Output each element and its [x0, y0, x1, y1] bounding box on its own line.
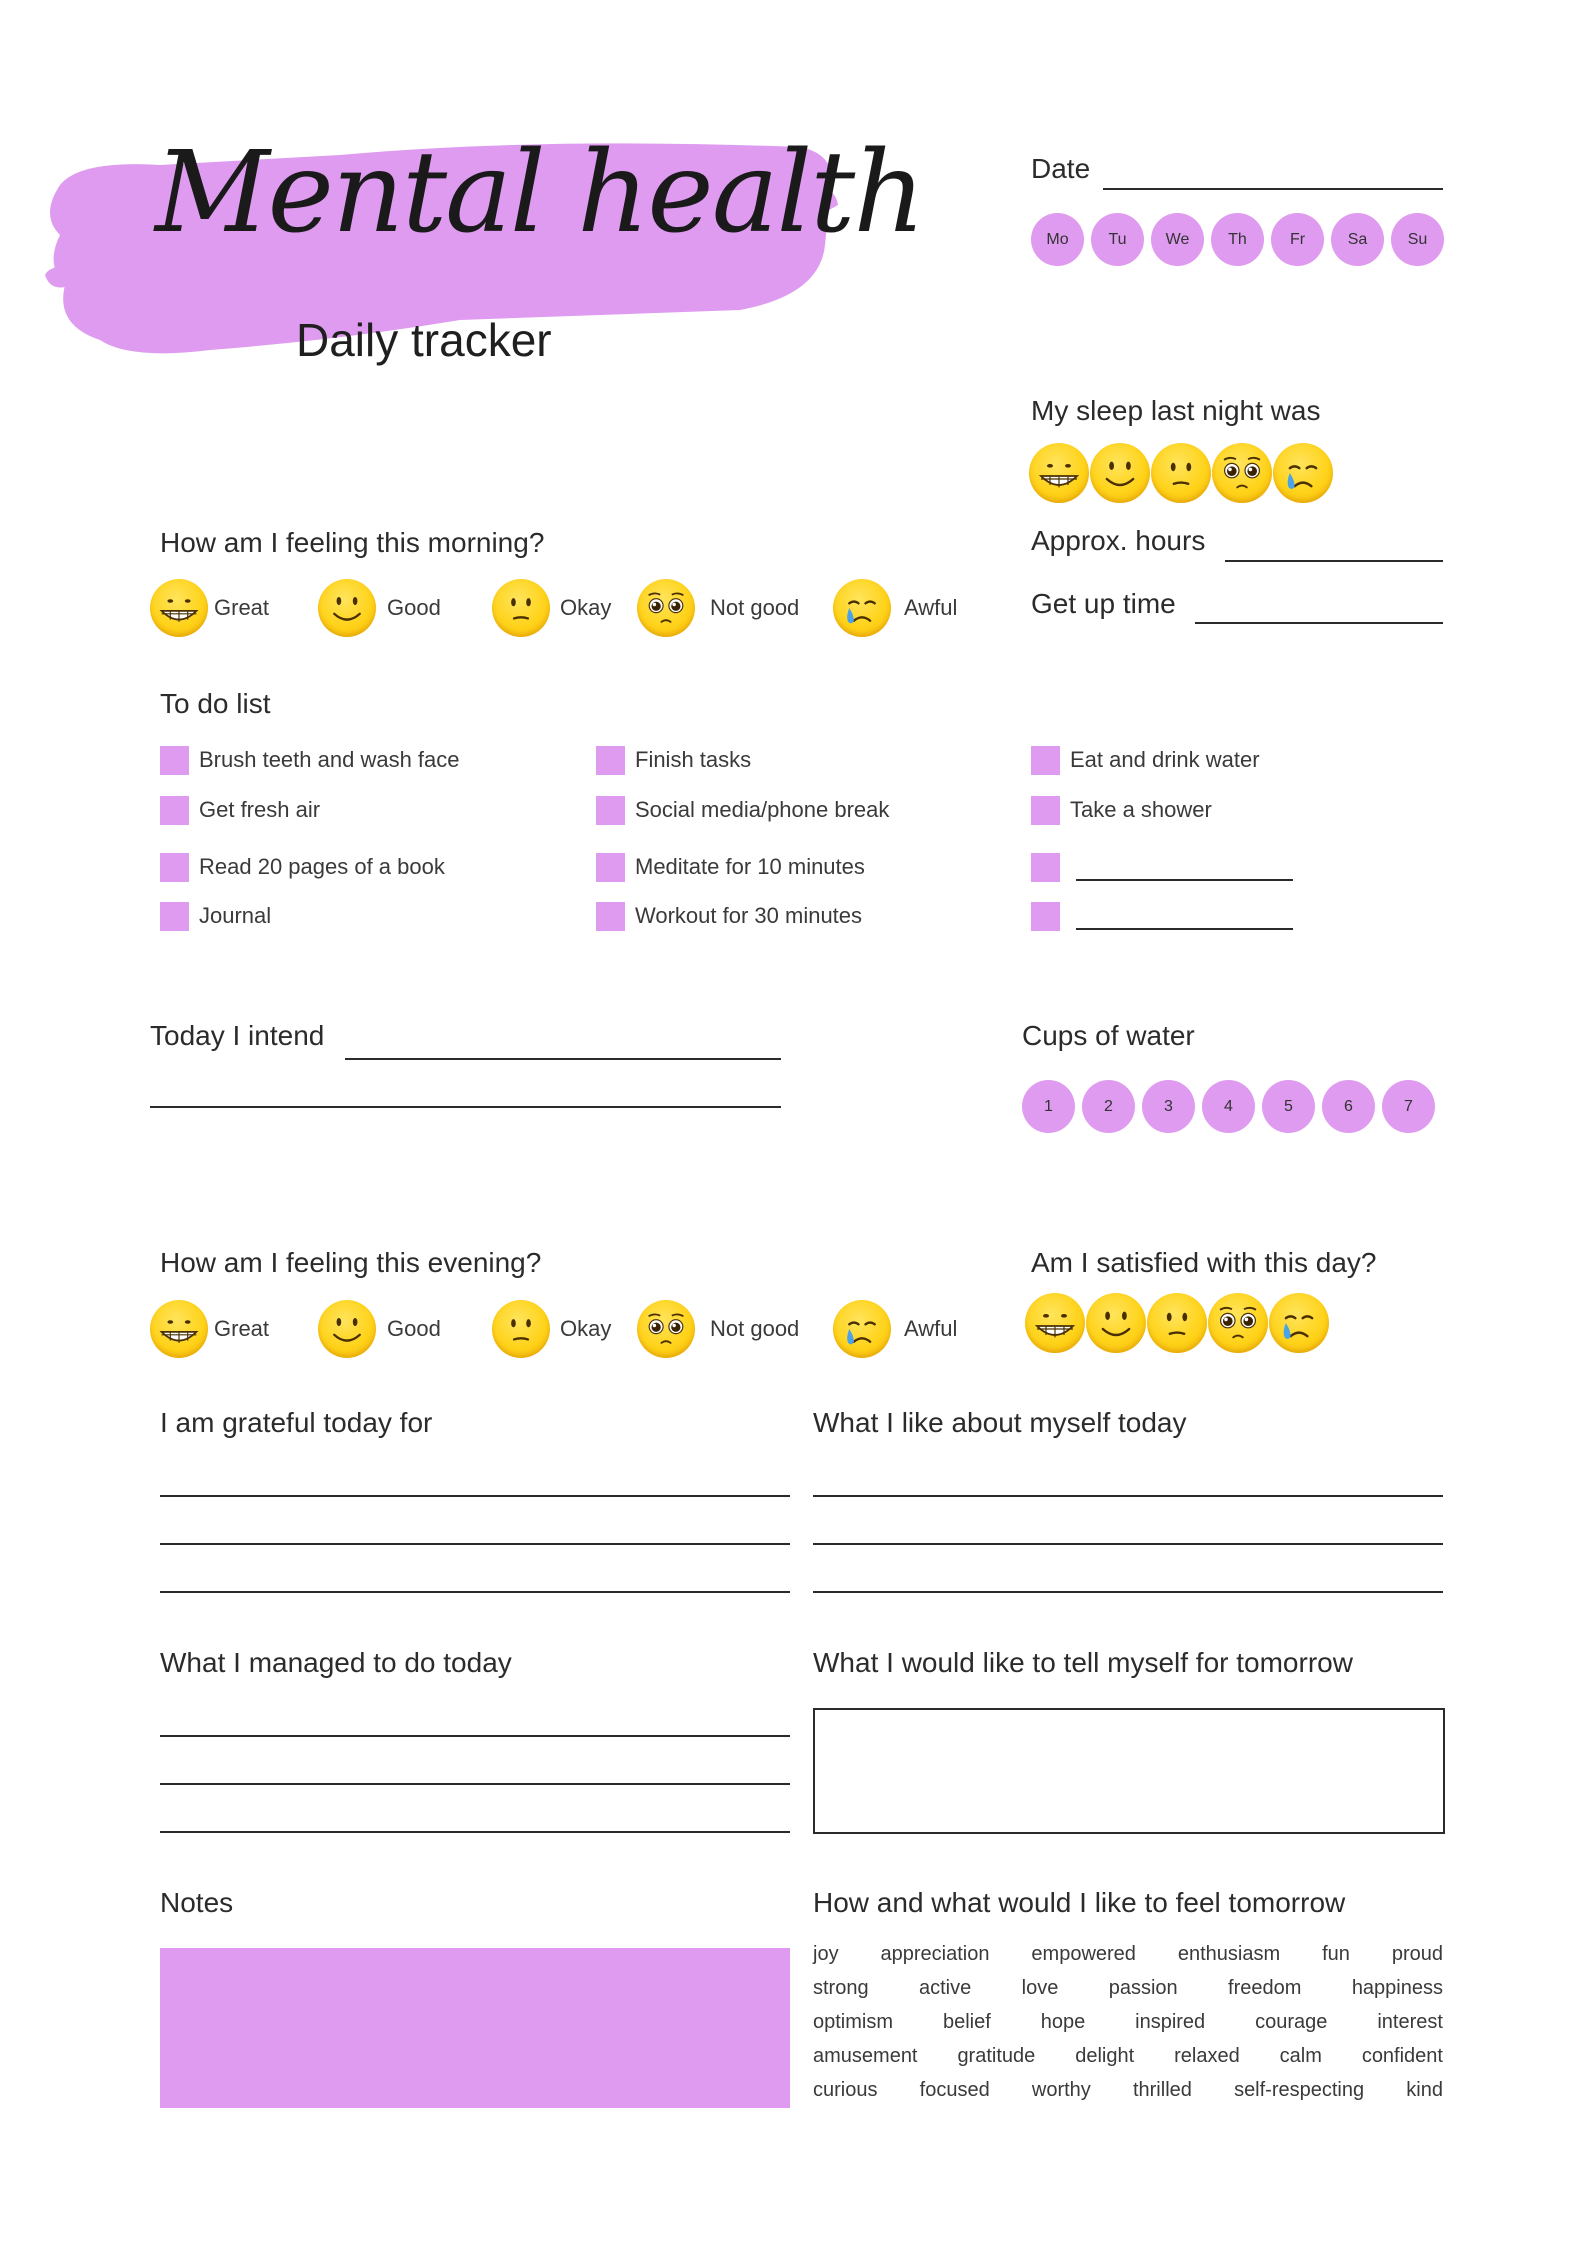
todo-checkbox[interactable] — [596, 746, 625, 775]
mood-label: Great — [214, 1316, 270, 1341]
water-cup-2[interactable]: 2 — [1082, 1080, 1135, 1133]
grinning-face-icon[interactable] — [1025, 1293, 1085, 1353]
water-cup-4[interactable]: 4 — [1202, 1080, 1255, 1133]
feeling-word[interactable]: hope — [1040, 2011, 1086, 2033]
mood-crying-face-icon[interactable] — [833, 1300, 891, 1358]
feeling-word-row — [813, 2045, 1443, 2068]
mood-smiling-face-icon[interactable] — [318, 579, 376, 637]
pleading-face-icon[interactable] — [1212, 443, 1272, 503]
todo-checkbox[interactable] — [1031, 796, 1060, 825]
mood-neutral-face-icon[interactable] — [492, 1300, 550, 1358]
morning-question: How am I feeling this morning? — [160, 527, 545, 558]
feeling-word[interactable]: thrilled — [1132, 2079, 1192, 2101]
todo-checkbox[interactable] — [160, 746, 189, 775]
mood-neutral-face-icon[interactable] — [492, 579, 550, 637]
like-myself-line-1[interactable] — [813, 1495, 1443, 1497]
mood-label: Awful — [904, 1316, 958, 1341]
date-label: Date — [1031, 153, 1091, 184]
page-title: Mental health — [155, 128, 924, 258]
intend-label: Today I intend — [150, 1020, 325, 1051]
day-chip-fr[interactable]: Fr — [1271, 213, 1324, 266]
todo-checkbox[interactable] — [596, 902, 625, 931]
getup-line[interactable] — [1195, 622, 1443, 624]
pleading-face-icon[interactable] — [1208, 1293, 1268, 1353]
feeling-word[interactable]: interest — [1377, 2011, 1443, 2033]
water-cup-6[interactable]: 6 — [1322, 1080, 1375, 1133]
todo-item-label: Brush teeth and wash face — [199, 747, 460, 772]
todo-checkbox[interactable] — [160, 796, 189, 825]
page-subtitle: Daily tracker — [296, 314, 552, 366]
managed-line-1[interactable] — [160, 1735, 790, 1737]
todo-blank-line[interactable] — [1076, 879, 1293, 881]
todo-checkbox[interactable] — [1031, 902, 1060, 931]
tell-tomorrow-label: What I would like to tell myself for tomorrow — [813, 1647, 1353, 1678]
day-chip-su[interactable]: Su — [1391, 213, 1444, 266]
notes-box[interactable] — [160, 1948, 790, 2108]
mood-label: Not good — [710, 1316, 800, 1341]
getup-label: Get up time — [1031, 588, 1176, 619]
feeling-word[interactable]: kind — [1406, 2079, 1443, 2101]
smiling-face-icon[interactable] — [1086, 1293, 1146, 1353]
smiling-face-icon[interactable] — [1090, 443, 1150, 503]
todo-item-label: Eat and drink water — [1070, 747, 1260, 772]
feeling-word[interactable]: happiness — [1351, 1977, 1443, 1999]
feeling-word[interactable]: strong — [813, 1977, 869, 1999]
intend-line-2[interactable] — [150, 1106, 781, 1108]
feeling-word[interactable]: delight — [1075, 2045, 1135, 2067]
feeling-word[interactable]: passion — [1108, 1977, 1178, 1999]
date-line[interactable] — [1103, 188, 1443, 190]
water-cup-1[interactable]: 1 — [1022, 1080, 1075, 1133]
day-chip-mo[interactable]: Mo — [1031, 213, 1084, 266]
mood-crying-face-icon[interactable] — [833, 579, 891, 637]
like-myself-label: What I like about myself today — [813, 1407, 1187, 1438]
mood-grinning-face-icon[interactable] — [150, 1300, 208, 1358]
feeling-word[interactable]: love — [1021, 1977, 1059, 1999]
managed-line-2[interactable] — [160, 1783, 790, 1785]
crying-face-icon[interactable] — [1269, 1293, 1329, 1353]
mood-pleading-face-icon[interactable] — [637, 579, 695, 637]
feeling-word[interactable]: calm — [1279, 2045, 1322, 2067]
todo-title: To do list — [160, 688, 271, 719]
todo-checkbox[interactable] — [596, 796, 625, 825]
water-cup-7[interactable]: 7 — [1382, 1080, 1435, 1133]
feeling-word[interactable]: gratitude — [957, 2045, 1036, 2067]
grinning-face-icon[interactable] — [1029, 443, 1089, 503]
day-chip-tu[interactable]: Tu — [1091, 213, 1144, 266]
feeling-word[interactable]: fun — [1322, 1943, 1350, 1965]
feeling-word[interactable]: optimism — [813, 2011, 894, 2033]
sleep-label: My sleep last night was — [1031, 395, 1321, 426]
day-chip-sa[interactable]: Sa — [1331, 213, 1384, 266]
water-cup-5[interactable]: 5 — [1262, 1080, 1315, 1133]
mood-label: Not good — [710, 595, 800, 620]
mood-smiling-face-icon[interactable] — [318, 1300, 376, 1358]
water-label: Cups of water — [1022, 1020, 1195, 1051]
todo-checkbox[interactable] — [596, 853, 625, 882]
todo-item-label: Read 20 pages of a book — [199, 854, 445, 879]
like-myself-line-3[interactable] — [813, 1591, 1443, 1593]
mood-label: Okay — [560, 595, 612, 620]
feeling-word[interactable]: empowered — [1031, 1943, 1136, 1965]
grateful-label: I am grateful today for — [160, 1407, 433, 1438]
tell-tomorrow-box[interactable] — [813, 1708, 1445, 1834]
intend-line-1[interactable] — [345, 1058, 781, 1060]
todo-item-label: Get fresh air — [199, 797, 321, 822]
feeling-word-row — [813, 1943, 1443, 1966]
notes-label: Notes — [160, 1887, 234, 1918]
grateful-line-1[interactable] — [160, 1495, 790, 1497]
feeling-word[interactable]: inspired — [1135, 2011, 1206, 2033]
todo-checkbox[interactable] — [1031, 746, 1060, 775]
neutral-face-icon[interactable] — [1147, 1293, 1207, 1353]
grateful-line-3[interactable] — [160, 1591, 790, 1593]
todo-item-label: Finish tasks — [635, 747, 752, 772]
like-myself-line-2[interactable] — [813, 1543, 1443, 1545]
feeling-word[interactable]: relaxed — [1174, 2045, 1240, 2067]
hours-line[interactable] — [1225, 560, 1443, 562]
neutral-face-icon[interactable] — [1151, 443, 1211, 503]
feeling-word[interactable]: proud — [1391, 1943, 1443, 1965]
day-chip-we[interactable]: We — [1151, 213, 1204, 266]
todo-blank-line[interactable] — [1076, 928, 1293, 930]
water-cup-3[interactable]: 3 — [1142, 1080, 1195, 1133]
mood-grinning-face-icon[interactable] — [150, 579, 208, 637]
hours-label: Approx. hours — [1031, 525, 1206, 556]
feeling-word[interactable]: joy — [813, 1943, 839, 1965]
grateful-line-2[interactable] — [160, 1543, 790, 1545]
feeling-word[interactable]: freedom — [1228, 1977, 1302, 1999]
todo-checkbox[interactable] — [1031, 853, 1060, 882]
feeling-word[interactable]: enthusiasm — [1177, 1943, 1281, 1965]
todo-item-label: Take a shower — [1070, 797, 1212, 822]
crying-face-icon[interactable] — [1273, 443, 1333, 503]
mood-pleading-face-icon[interactable] — [637, 1300, 695, 1358]
managed-line-3[interactable] — [160, 1831, 790, 1833]
mood-label: Great — [214, 595, 270, 620]
feeling-word[interactable]: curious — [813, 2079, 878, 2101]
evening-question: How am I feeling this evening? — [160, 1247, 542, 1278]
mood-label: Good — [387, 1316, 441, 1341]
feeling-word[interactable]: amusement — [813, 2045, 918, 2067]
feeling-word[interactable]: focused — [919, 2079, 990, 2101]
day-chip-th[interactable]: Th — [1211, 213, 1264, 266]
feel-tomorrow-label: How and what would I like to feel tomorrow — [813, 1887, 1346, 1918]
todo-checkbox[interactable] — [160, 853, 189, 882]
feeling-word[interactable]: self-respecting — [1234, 2079, 1365, 2101]
mood-label: Good — [387, 595, 441, 620]
todo-checkbox[interactable] — [160, 902, 189, 931]
feeling-word-row — [813, 1977, 1443, 2000]
managed-label: What I managed to do today — [160, 1647, 512, 1678]
todo-item-label: Journal — [199, 903, 272, 928]
feeling-word-row — [813, 2079, 1443, 2102]
feeling-word[interactable]: worthy — [1031, 2079, 1091, 2101]
feeling-word-row — [813, 2011, 1443, 2034]
mood-label: Okay — [560, 1316, 612, 1341]
feeling-word[interactable]: courage — [1255, 2011, 1328, 2033]
todo-item-label: Workout for 30 minutes — [635, 903, 863, 928]
satisfied-label: Am I satisfied with this day? — [1031, 1247, 1377, 1278]
feeling-word[interactable]: belief — [942, 2011, 991, 2033]
todo-item-label: Meditate for 10 minutes — [635, 854, 865, 879]
feeling-word[interactable]: confident — [1361, 2045, 1443, 2067]
feeling-word[interactable]: active — [918, 1977, 972, 1999]
feeling-word[interactable]: appreciation — [880, 1943, 990, 1965]
todo-item-label: Social media/phone break — [635, 797, 890, 822]
mood-label: Awful — [904, 595, 958, 620]
